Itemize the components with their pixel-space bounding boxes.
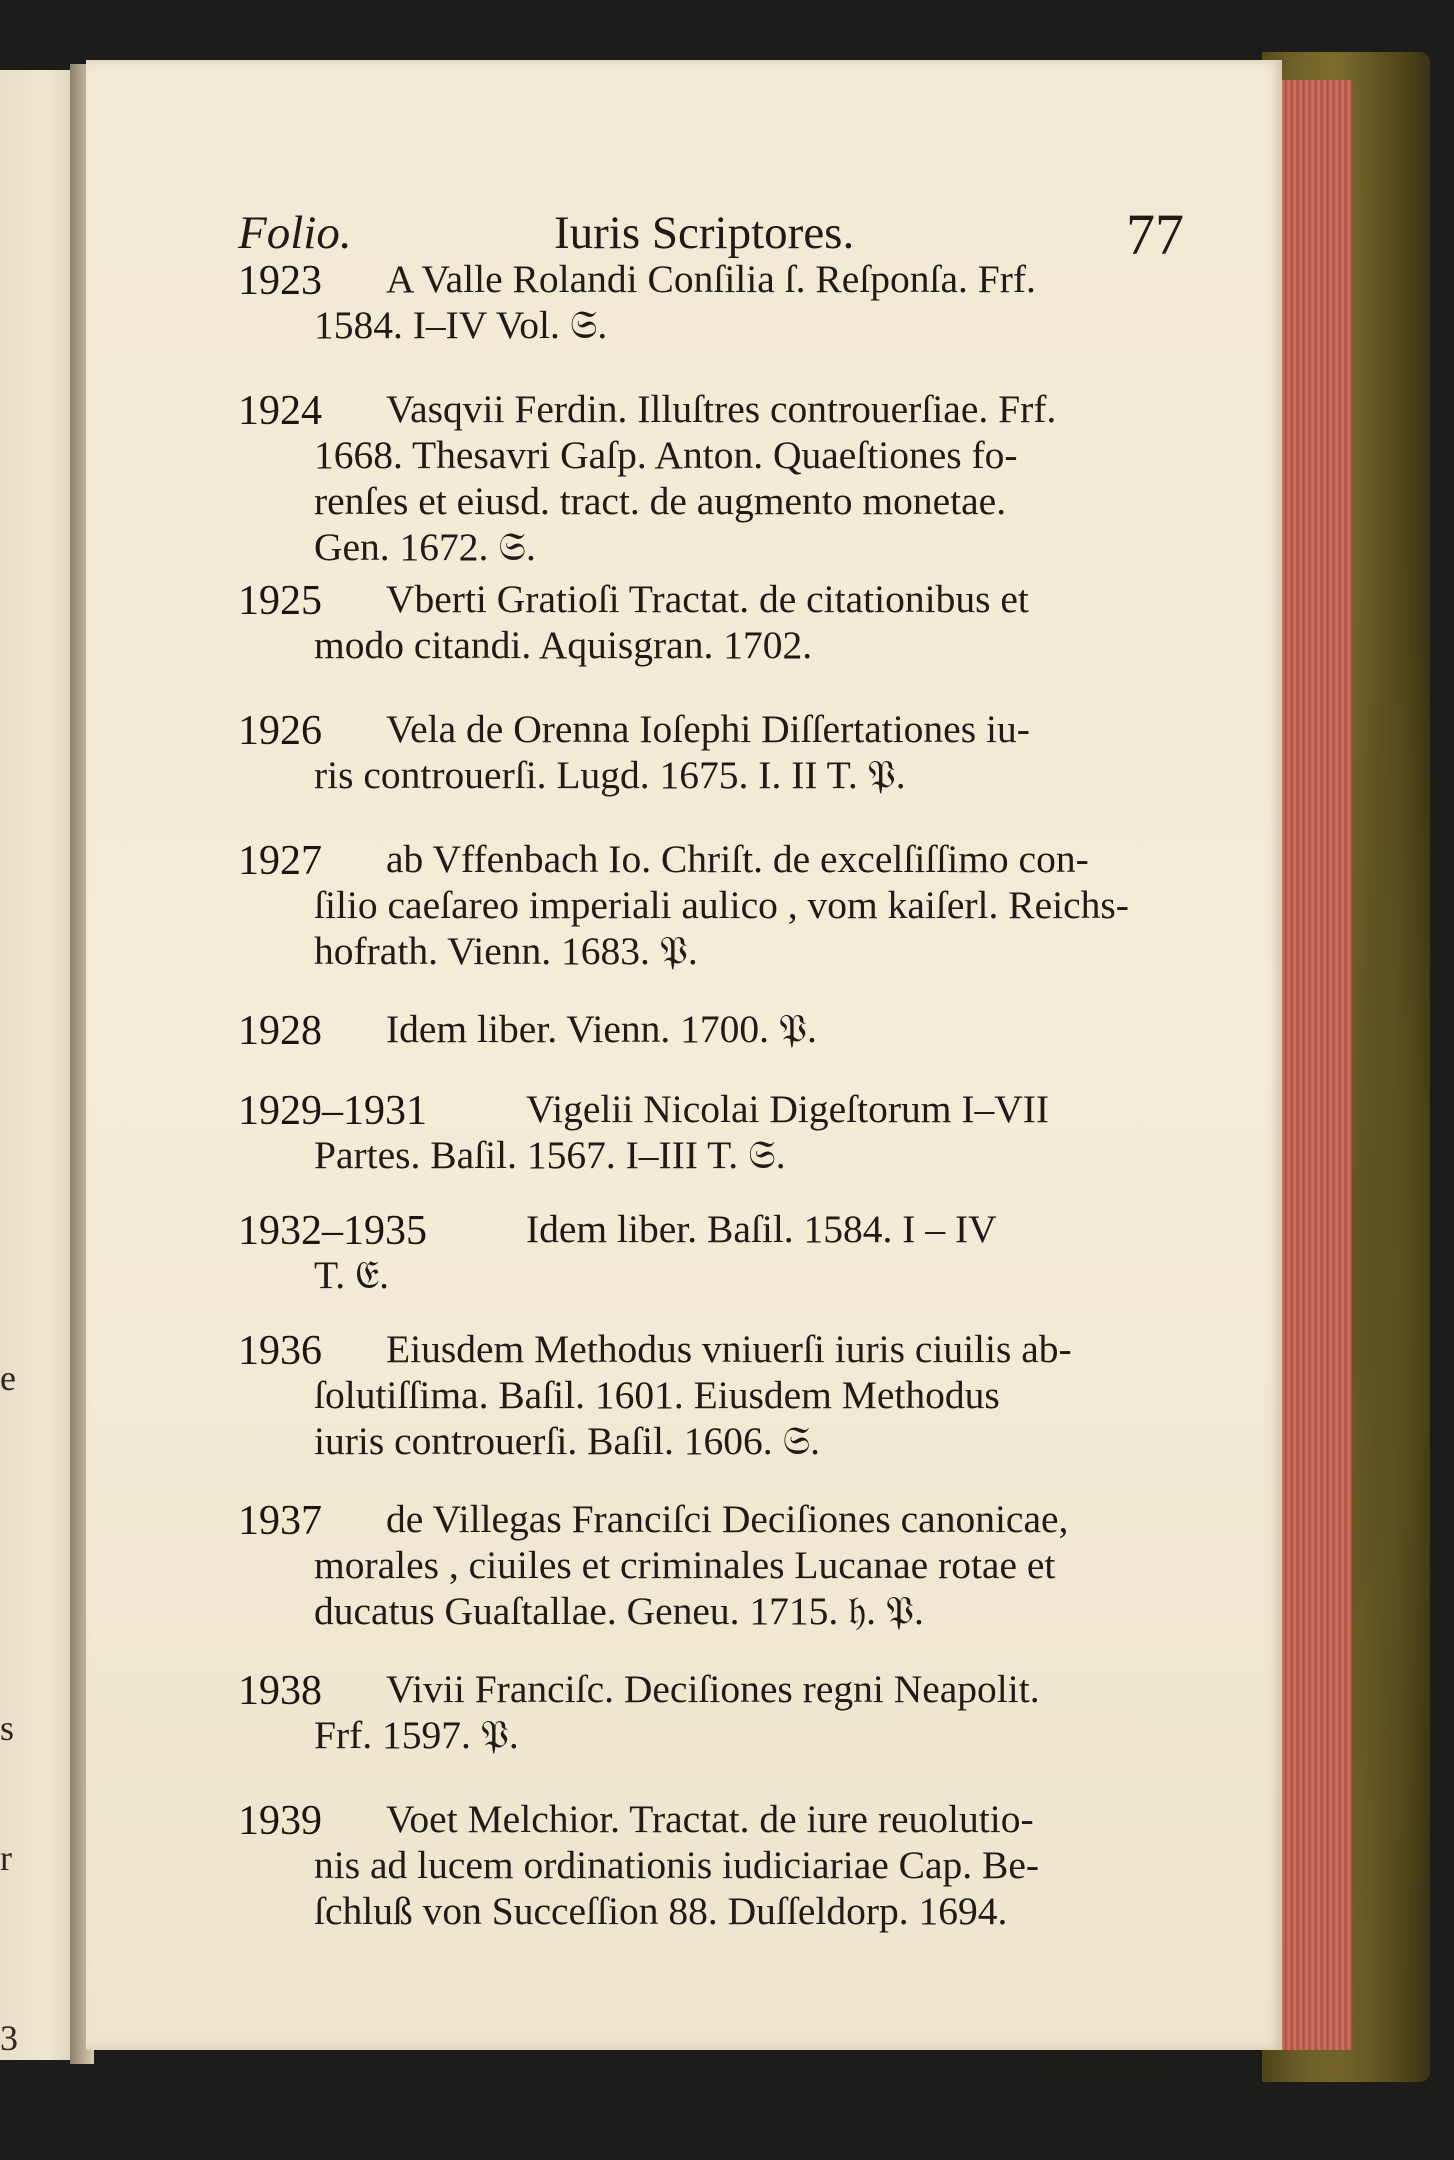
entry-number: 1939: [238, 1798, 322, 1844]
entry-number: 1937: [238, 1498, 322, 1544]
left-facing-page: [0, 70, 78, 2060]
entry-text-line: 1584. I–IV Vol. 𝔖.: [314, 303, 608, 347]
entry-text-line: Eiusdem Methodus vniuerſi iuris ciuilis ab-: [386, 1327, 1072, 1371]
entry-number: 1923: [238, 258, 322, 304]
catalogue-entry: [238, 387, 1190, 574]
entry-text-line: Vivii Franciſc. Deciſiones regni Neapolit.: [386, 1667, 1040, 1711]
entry-number: 1932–1935: [238, 1208, 427, 1254]
book-page: [86, 60, 1282, 2087]
entry-text-line: renſes et eiusd. tract. de augmento monetae.: [314, 479, 1007, 523]
entry-text-line: ſchluß von Succeſſion 88. Duſſeldorp. 1694.: [314, 1889, 1008, 1933]
entry-text-line: de Villegas Franciſci Deciſiones canonicae,: [386, 1497, 1069, 1541]
catalogue-entry: [238, 577, 1190, 672]
entry-text-line: Voet Melchior. Tractat. de iure reuolutio-: [386, 1797, 1034, 1841]
entry-number: 1928: [238, 1008, 322, 1054]
entry-text-line: Vberti Gratioſi Tractat. de citationibus et: [386, 577, 1029, 621]
entry-text-line: Gen. 1672. 𝔖.: [314, 525, 536, 569]
entry-text-line: ducatus Guaſtallae. Geneu. 1715. 𝔥. 𝔓.: [314, 1589, 924, 1633]
catalogue-entry: [238, 257, 1190, 352]
entry-text-line: Vela de Orenna Ioſephi Diſſertationes iu-: [386, 707, 1030, 751]
entry-text-line: Vigelii Nicolai Digeſtorum I–VII: [526, 1087, 1050, 1131]
catchword: Eiusdem: [1040, 2050, 1158, 2087]
entry-number: 1929–1931: [238, 1088, 427, 1134]
entry-text-line: ab Vffenbach Io. Chriſt. de excelſiſſimo con-: [386, 837, 1089, 881]
catalogue-entry: [238, 1497, 1190, 1638]
entry-text-line: ſilio caeſareo imperiali aulico , vom kaiſerl. Reichs-: [314, 883, 1129, 927]
catalogue-entry: [238, 1007, 1190, 1056]
entry-number: 1927: [238, 838, 322, 884]
margin-fragment: e: [0, 1358, 16, 1398]
entry-number: 1925: [238, 578, 322, 624]
entry-text-line: hofrath. Vienn. 1683. 𝔓.: [314, 929, 698, 973]
margin-fragment: 3: [0, 2018, 18, 2058]
entry-text-line: A Valle Rolandi Conſilia ſ. Reſponſa. Frf.: [386, 257, 1036, 301]
entry-number: 1938: [238, 1668, 322, 1714]
entry-text-line: iuris controuerſi. Baſil. 1606. 𝔖.: [314, 1419, 821, 1463]
entry-text-line: Idem liber. Baſil. 1584. I – IV: [526, 1207, 997, 1251]
page-number: 77: [1126, 202, 1184, 267]
running-head-section: Folio.: [238, 207, 352, 259]
entry-text-line: morales , ciuiles et criminales Lucanae rotae et: [314, 1543, 1056, 1587]
entry-text-line: nis ad lucem ordinationis iudiciariae Cap. Be-: [314, 1843, 1040, 1887]
catalogue-entry: [238, 1797, 1190, 1938]
margin-fragment: s: [0, 1708, 15, 1748]
entry-text-line: 1668. Thesavri Gaſp. Anton. Quaeſtiones fo-: [314, 433, 1018, 477]
entry-text-line: Vasqvii Ferdin. Illuſtres controuerſiae. Frf.: [386, 387, 1057, 431]
entry-text-line: ris controuerſi. Lugd. 1675. I. II T. 𝔓.: [314, 753, 906, 797]
entry-text-line: T. 𝔈.: [314, 1253, 390, 1297]
catalogue-entry: [238, 837, 1190, 978]
entry-number: 1924: [238, 388, 322, 434]
entry-text-line: modo citandi. Aquisgran. 1702.: [314, 623, 813, 667]
entry-number: 1936: [238, 1328, 322, 1374]
entry-text-line: Partes. Baſil. 1567. I–III T. 𝔖.: [314, 1133, 786, 1177]
running-head-title: Iuris Scriptores.: [554, 207, 855, 259]
entry-text-line: Idem liber. Vienn. 1700. 𝔓.: [386, 1007, 817, 1051]
catalogue-entry: [238, 1087, 1190, 1182]
catalogue-entry: [238, 1327, 1190, 1468]
margin-fragment: r: [0, 1838, 12, 1878]
catalogue-entry: [238, 707, 1190, 802]
entry-number: 1926: [238, 708, 322, 754]
catalogue-entry: [238, 1207, 1190, 1302]
catalogue-entry: [238, 1667, 1190, 1762]
page-edges: [1280, 80, 1352, 2050]
entry-text-line: Frf. 1597. 𝔓.: [314, 1713, 519, 1757]
entry-text-line: ſolutiſſima. Baſil. 1601. Eiusdem Methodus: [314, 1373, 1000, 1417]
